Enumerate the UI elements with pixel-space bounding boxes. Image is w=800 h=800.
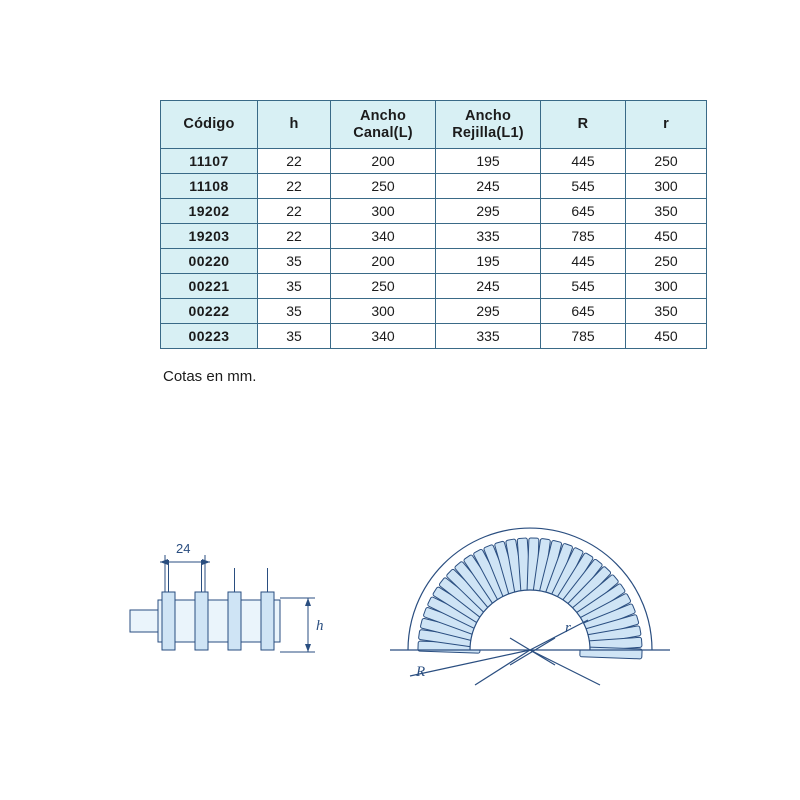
cell-ancho-canal: 200 [331,249,436,274]
cell-h: 22 [258,149,331,174]
arrow-right [202,559,210,565]
cell-h: 35 [258,249,331,274]
header-line-2: Rejilla(L1) [452,124,524,141]
arrow-left [160,559,168,565]
spec-table-head [161,101,707,149]
header-line-1: Ancho [464,108,512,124]
bar [228,592,241,650]
cell-R: 785 [541,224,626,249]
column-header-h [258,101,331,149]
table-header-row [161,101,707,149]
cell-ancho-canal: 300 [331,199,436,224]
cell-r: 300 [626,274,707,299]
column-header-R [541,101,626,149]
cell-codigo: 11107 [161,149,258,174]
cell-R: 645 [541,299,626,324]
construction-line-2 [475,650,530,685]
cell-codigo: 11108 [161,174,258,199]
cell-ancho-canal: 340 [331,324,436,349]
bar [261,592,274,650]
table-row [161,274,707,299]
cell-codigo: 00223 [161,324,258,349]
cell-h: 35 [258,299,331,324]
header-line-1: Código [183,116,235,133]
cell-codigo: 19203 [161,224,258,249]
cell-h: 35 [258,324,331,349]
cell-ancho-rejilla: 195 [436,249,541,274]
arrow-down [305,644,311,652]
cell-R: 445 [541,149,626,174]
header-line-2: Canal(L) [353,124,413,141]
cell-h: 22 [258,174,331,199]
column-header-ancho-canal [331,101,436,149]
bar-stems [169,560,268,592]
table-row [161,174,707,199]
arrow-up [305,598,311,606]
side-view-drawing [110,520,360,685]
cell-R: 645 [541,199,626,224]
label-radius-R: R [416,664,426,680]
cell-ancho-rejilla: 245 [436,274,541,299]
side-view-svg [110,520,360,680]
radius-R-line [410,650,530,676]
column-header-ancho-rejilla [436,101,541,149]
cell-r: 450 [626,324,707,349]
table-row [161,299,707,324]
cell-h: 22 [258,199,331,224]
bar [195,592,208,650]
cell-R: 545 [541,274,626,299]
cell-ancho-canal: 250 [331,174,436,199]
cell-r: 350 [626,299,707,324]
label-height-h: h [316,618,324,634]
column-header-codigo [161,101,258,149]
cell-codigo: 00222 [161,299,258,324]
header-line-1: r [663,116,669,133]
header-line-1: h [289,116,299,133]
cell-R: 785 [541,324,626,349]
radial-view-drawing [360,480,700,725]
label-width-24: 24 [176,541,191,556]
cell-r: 350 [626,199,707,224]
cell-ancho-canal: 250 [331,274,436,299]
cell-ancho-rejilla: 295 [436,299,541,324]
label-radius-r: r [565,620,571,636]
table-row [161,249,707,274]
cell-R: 445 [541,249,626,274]
cell-ancho-canal: 300 [331,299,436,324]
cell-ancho-rejilla: 195 [436,149,541,174]
cell-ancho-canal: 200 [331,149,436,174]
cell-ancho-rejilla: 335 [436,324,541,349]
cell-r: 250 [626,149,707,174]
column-header-r [626,101,707,149]
header-line-1: R [577,116,589,133]
cell-r: 250 [626,249,707,274]
bar [162,592,175,650]
spec-table-body [161,149,707,349]
cell-r: 300 [626,174,707,199]
spec-table [160,100,707,349]
cell-R: 545 [541,174,626,199]
spec-table-container [160,100,707,349]
cell-codigo: 00221 [161,274,258,299]
table-row [161,149,707,174]
units-note: Cotas en mm. [163,368,257,385]
header-line-1: Ancho [359,108,407,124]
cell-codigo: 19202 [161,199,258,224]
radial-view-svg [360,480,700,720]
cell-h: 22 [258,224,331,249]
table-row [161,224,707,249]
table-row [161,199,707,224]
cell-ancho-rejilla: 295 [436,199,541,224]
cell-ancho-rejilla: 245 [436,174,541,199]
table-row [161,324,707,349]
cell-r: 450 [626,224,707,249]
cell-ancho-rejilla: 335 [436,224,541,249]
grating-end-block [130,610,158,632]
cell-ancho-canal: 340 [331,224,436,249]
cell-codigo: 00220 [161,249,258,274]
cell-h: 35 [258,274,331,299]
